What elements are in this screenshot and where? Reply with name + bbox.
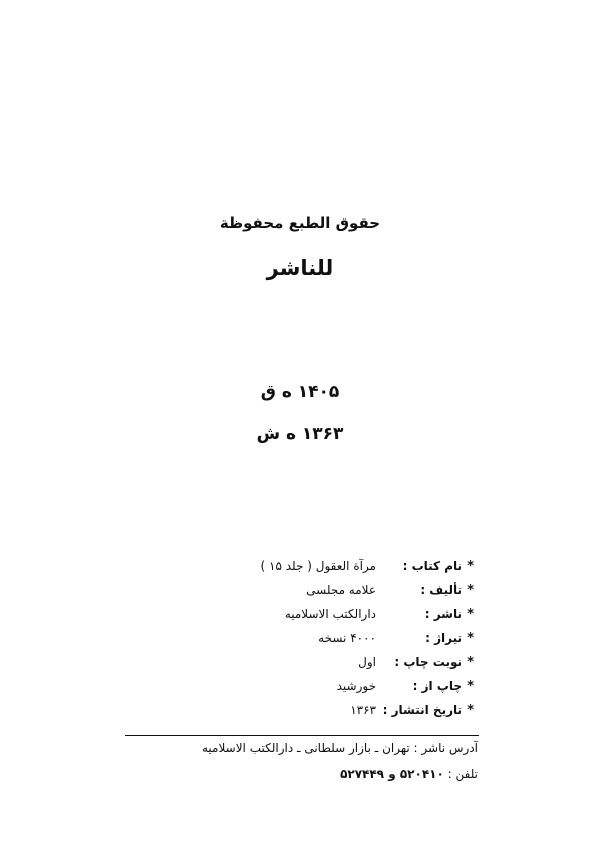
info-label: نوبت چاپ : (394, 655, 462, 669)
info-value: خورشید (336, 679, 376, 693)
bullet-star-icon: * (467, 559, 474, 574)
info-label: ناشر : (424, 607, 462, 621)
bullet-star-icon: * (467, 631, 474, 646)
solar-hijri-date: ۱۳۶۳ ه ش (256, 424, 344, 444)
info-value: ۴۰۰۰ نسخه (318, 631, 376, 645)
info-value: ۱۳۶۳ (350, 703, 376, 717)
info-label: تیراژ : (425, 631, 462, 645)
info-label: تألیف : (420, 583, 462, 597)
bullet-star-icon: * (467, 607, 474, 622)
lunar-hijri-date: ۱۴۰۵ ه ق (260, 382, 340, 402)
info-value: دارالکتب الاسلامیه (284, 607, 376, 621)
bullet-star-icon: * (467, 703, 474, 718)
info-row-printer (174, 676, 474, 700)
info-row-title (174, 556, 474, 580)
info-row-print-run (174, 628, 474, 652)
info-value: علامه مجلسی (306, 583, 376, 597)
info-value: مرآة العقول ( جلد ۱۵ ) (260, 559, 376, 573)
info-label: نام کتاب : (402, 559, 462, 573)
phone-numbers: ۵۲۰۴۱۰ و ۵۲۷۴۴۹ (340, 767, 444, 781)
publisher-address: آدرس ناشر : تهران ـ بازار سلطانی ـ دارالکتب الاسلامیه (202, 741, 478, 755)
publisher-phone (340, 767, 478, 781)
info-value: اول (358, 655, 376, 669)
book-info-list (174, 556, 474, 724)
phone-label: تلفن : (447, 767, 478, 781)
info-row-edition (174, 652, 474, 676)
publisher-heading: للناشر (266, 256, 334, 280)
bullet-star-icon: * (467, 679, 474, 694)
bullet-star-icon: * (467, 583, 474, 598)
divider-line (125, 735, 479, 736)
info-row-author (174, 580, 474, 604)
bullet-star-icon: * (467, 655, 474, 670)
info-label: چاپ از : (412, 679, 462, 693)
copyright-notice: حقوق الطبع محفوظة (219, 214, 381, 232)
info-row-publisher (174, 604, 474, 628)
info-label: تاریخ انتشار : (382, 703, 462, 717)
info-row-publish-date (174, 700, 474, 724)
